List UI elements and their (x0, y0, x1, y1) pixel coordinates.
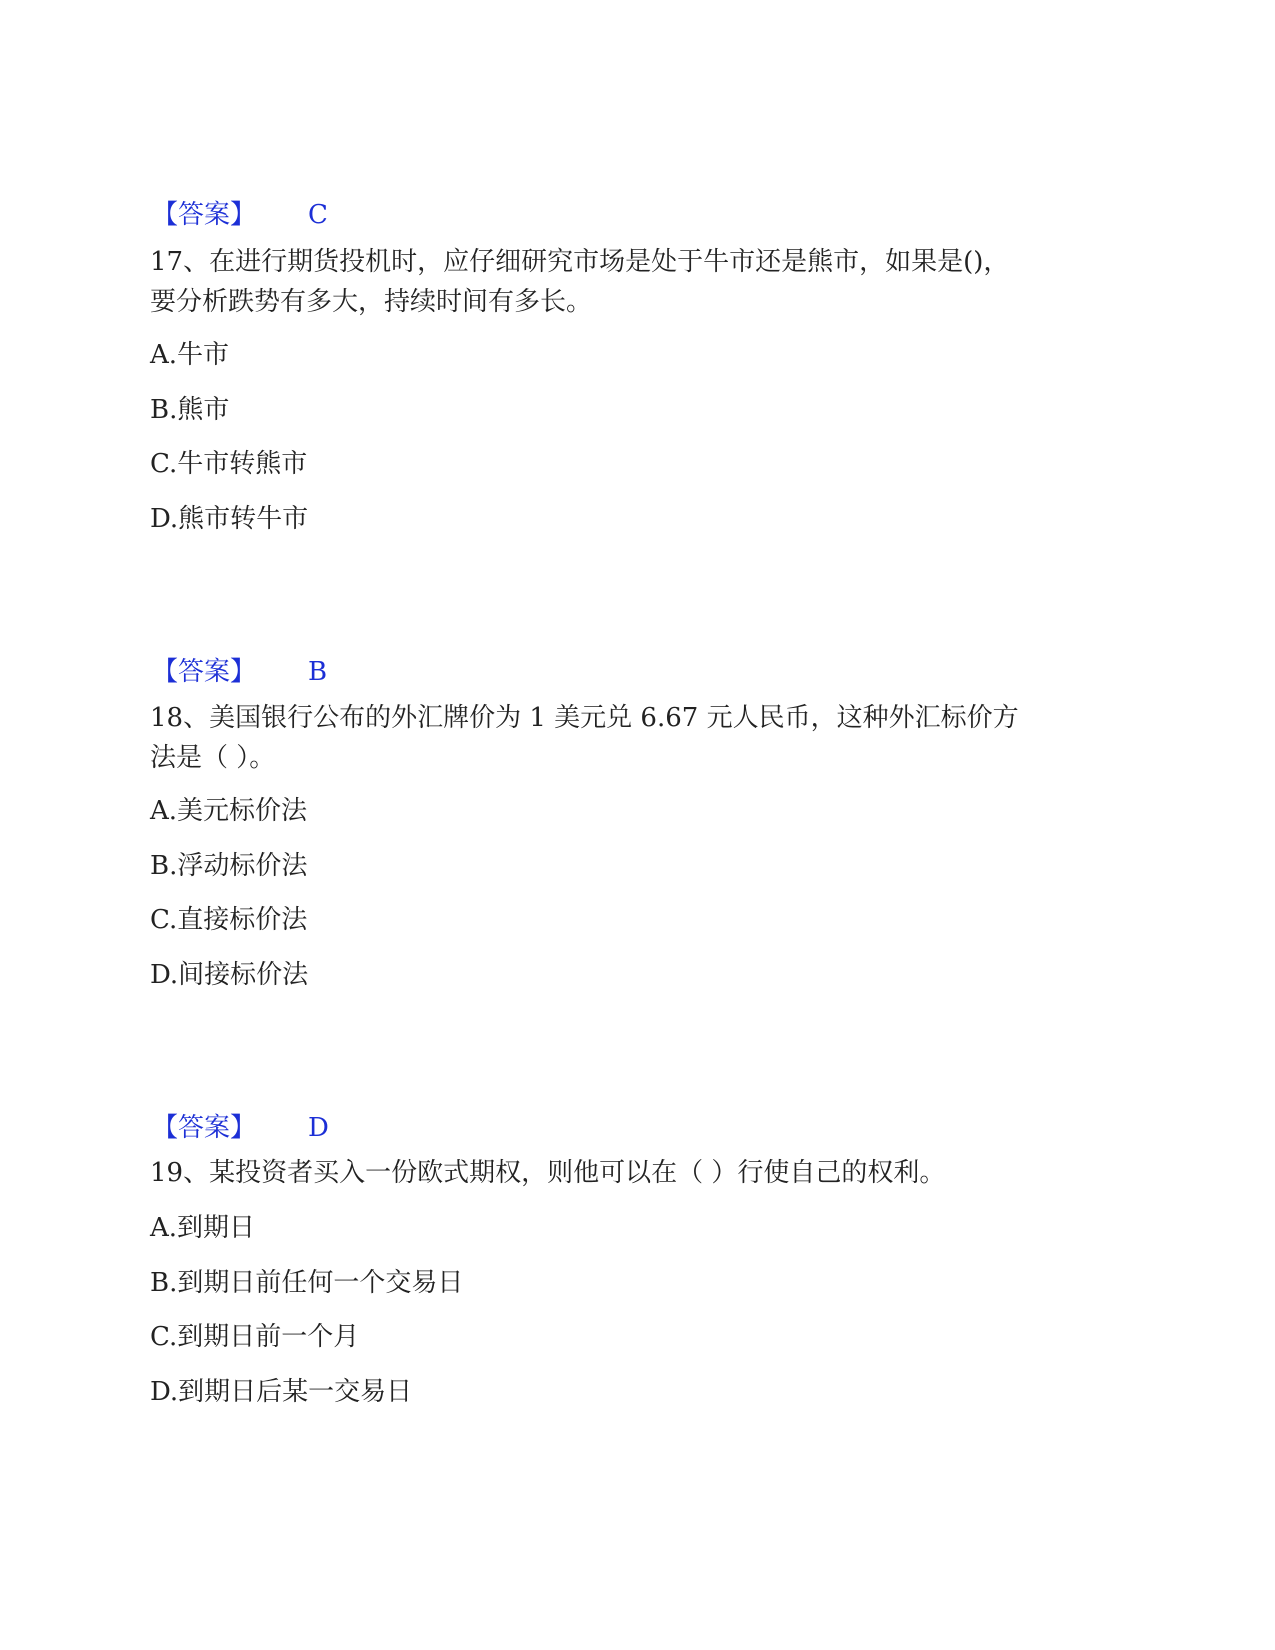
question-17 (150, 242, 1110, 322)
option-17-d: D.熊市转牛市 (150, 504, 309, 534)
option-18-b: B.浮动标价法 (150, 851, 308, 881)
answer-value: C (308, 200, 328, 230)
answer-label: 【答案】 (152, 1113, 257, 1143)
option-18-c: C.直接标价法 (150, 905, 308, 935)
option-17-c: C.牛市转熊市 (150, 449, 308, 479)
option-19-c: C.到期日前一个月 (150, 1322, 360, 1352)
option-17-a: A.牛市 (150, 340, 230, 370)
answer-value: D (308, 1113, 329, 1143)
option-18-d: D.间接标价法 (150, 960, 309, 990)
answer-18 (152, 652, 327, 692)
answer-value: B (308, 657, 328, 687)
answer-label: 【答案】 (152, 200, 257, 230)
question-line: 法是（ ）。 (150, 743, 276, 773)
question-line: 18、美国银行公布的外汇牌价为 1 美元兑 6.67 元人民币，这种外汇标价方 (150, 703, 1019, 733)
answer-17 (152, 195, 328, 235)
answer-label: 【答案】 (152, 657, 257, 687)
question-19 (150, 1153, 1110, 1193)
answer-19 (152, 1108, 329, 1148)
option-18-a: A.美元标价法 (150, 796, 308, 826)
question-line: 要分析跌势有多大，持续时间有多长。 (150, 287, 593, 317)
option-19-a: A.到期日 (150, 1213, 256, 1243)
question-line: 19、某投资者买入一份欧式期权，则他可以在（ ）行使自己的权利。 (150, 1158, 946, 1188)
option-19-d: D.到期日后某一交易日 (150, 1377, 413, 1407)
question-line: 17、在进行期货投机时，应仔细研究市场是处于牛市还是熊市，如果是()， (150, 247, 1010, 277)
option-19-b: B.到期日前任何一个交易日 (150, 1268, 464, 1298)
question-18 (150, 698, 1110, 778)
option-17-b: B.熊市 (150, 395, 230, 425)
